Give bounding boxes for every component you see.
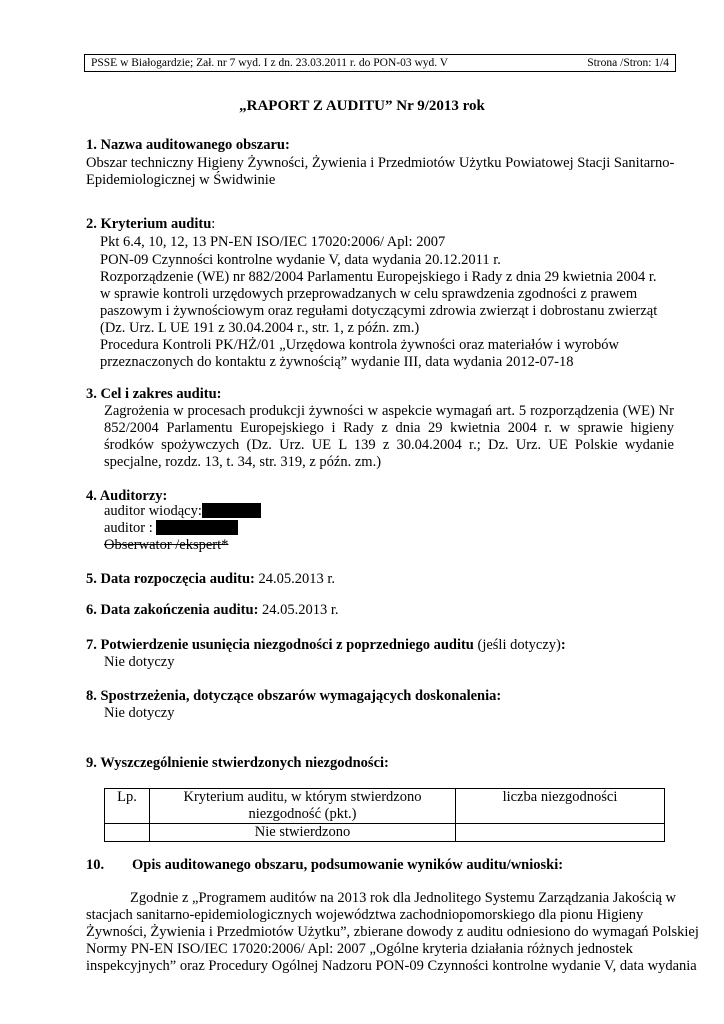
section-6-row	[86, 602, 339, 619]
section-8-value: Nie dotyczy	[104, 705, 175, 721]
section-1-text-line1: Obszar techniczny Higieny Żywności, Żywienia i Przedmiotów Użytku Powiatowej Stacji Sanitarno-	[86, 155, 675, 171]
summary-line: inspekcyjnych” oraz Procedury Ogólnej Nadzoru PON-09 Czynności kontrolne wydanie V, data wydania	[86, 958, 697, 974]
section-10-heading: Opis auditowanego obszaru, podsumowanie wyników auditu/wnioski:	[132, 857, 564, 873]
column-header-lp: Lp.	[105, 789, 150, 824]
section-4-heading: 4. Auditorzy:	[86, 488, 168, 504]
section-7-value: Nie dotyczy	[104, 654, 175, 670]
summary-line: Zgodnie z „Programem auditów na 2013 rok dla Jednolitego Systemu Zarządzania Jakością w	[130, 890, 677, 906]
section-3-text: Zagrożenia w procesach produkcji żywności w aspekcie wymagań art. 5 rozporządzenia (WE) Nr 852/2004 Parlamentu Europejskiego i Rady z dnia 29 kwietnia 2004 r. w sprawie higieny środków spożywczych (Dz. Urz. UE L 139 z 30.04.2004 r.; Dz. Urz. UE Polskie wydanie specjalne, rozdz. 13, t. 34, str. 319, z późn. zm.)	[104, 403, 674, 470]
criteria-line: przeznaczonych do kontaktu z żywnością” wydanie III, data wydania 2012-07-18	[100, 354, 574, 370]
header-document-ref: PSSE w Białogardzie; Zał. nr 7 wyd. I z dn. 23.03.2011 r. do PON-03 wyd. V	[91, 57, 449, 69]
section-9-heading: 9. Wyszczególnienie stwierdzonych niezgodności:	[86, 755, 389, 771]
redacted-block	[156, 520, 238, 535]
section-10-number: 10.	[86, 857, 105, 873]
column-header-kryterium	[150, 789, 456, 824]
section-2-colon: :	[211, 216, 216, 232]
section-7-row	[86, 637, 566, 654]
nonconformity-table	[104, 788, 665, 842]
criteria-line: Pkt 6.4, 10, 12, 13 PN-EN ISO/IEC 17020:2006/ Apl: 2007	[100, 234, 446, 250]
table-row	[105, 824, 665, 842]
table-header-row	[105, 789, 665, 824]
section-7-colon: :	[560, 637, 566, 653]
audit-start-date: 24.05.2013 r.	[254, 571, 336, 587]
header-page-number: Strona /Stron: 1/4	[587, 57, 669, 69]
table-cell-lp	[105, 824, 150, 842]
summary-line: Normy PN-EN ISO/IEC 17020:2006/ Apl: 2007 „Ogólne kryteria działania różnych jednostek	[86, 941, 633, 957]
lead-auditor-row	[104, 503, 261, 520]
page-header	[84, 54, 676, 72]
column-header-liczba: liczba niezgodności	[456, 789, 665, 824]
section-1-heading: 1. Nazwa auditowanego obszaru:	[86, 137, 290, 153]
auditor-label: auditor :	[104, 520, 153, 536]
section-1-text-line2: Epidemiologicznej w Świdwinie	[86, 172, 276, 188]
summary-line: stacjach sanitarno-epidemiologicznych województwa zachodniopomorskiego dla pionu Higieny	[86, 907, 644, 923]
criteria-line: (Dz. Urz. L UE 191 z 30.04.2004 r., str. 1, z późn. zm.)	[100, 320, 420, 336]
section-7-note: (jeśli dotyczy)	[473, 637, 561, 653]
criteria-line: PON-09 Czynności kontrolne wydanie V, data wydania 20.12.2011 r.	[100, 252, 501, 268]
section-6-heading: 6. Data zakończenia auditu:	[86, 602, 259, 618]
criteria-line: w sprawie kontroli urzędowych przeprowadzanych w celu sprawdzenia zgodności z prawem	[100, 286, 638, 302]
criteria-line: Rozporządzenie (WE) nr 882/2004 Parlamentu Europejskiego i Rady z dnia 29 kwietnia 2004 r.	[100, 269, 657, 285]
criteria-line: Procedura Kontroli PK/HŻ/01 „Urzędowa kontrola żywności oraz materiałów i wyrobów	[100, 337, 620, 353]
audit-end-date: 24.05.2013 r.	[258, 602, 339, 618]
section-5-heading: 5. Data rozpoczęcia auditu:	[86, 571, 255, 587]
column-header-kryterium-line2: niezgodność (pkt.)	[248, 806, 357, 822]
criteria-line: paszowym i żywnościowym oraz regułami dotyczącymi zdrowia zwierząt i dobrostanu zwierząt	[100, 303, 658, 319]
report-title: „RAPORT Z AUDITU” Nr 9/2013 rok	[239, 98, 485, 114]
column-header-kryterium-line1: Kryterium auditu, w którym stwierdzono	[183, 789, 422, 805]
lead-auditor-label: auditor wiodący:	[104, 503, 202, 519]
observer-label: Obserwator /ekspert*	[104, 537, 229, 553]
table-cell-liczba	[456, 824, 665, 842]
section-8-heading: 8. Spostrzeżenia, dotyczące obszarów wymagających doskonalenia:	[86, 688, 502, 704]
section-3-heading: 3. Cel i zakres auditu:	[86, 386, 222, 402]
table-cell-kryterium: Nie stwierdzono	[150, 824, 456, 842]
section-5-row	[86, 571, 335, 588]
section-7-heading: 7. Potwierdzenie usunięcia niezgodności z poprzedniego auditu	[86, 637, 474, 653]
section-2-heading-wrap	[86, 216, 215, 233]
auditor-row	[104, 520, 238, 537]
redacted-block	[202, 503, 261, 518]
section-2-heading: 2. Kryterium auditu	[86, 216, 212, 232]
summary-line: Żywności, Żywienia i Przedmiotów Użytku”, zbierane dowody z auditu odniesiono do wymagań Polskiej	[86, 924, 699, 940]
